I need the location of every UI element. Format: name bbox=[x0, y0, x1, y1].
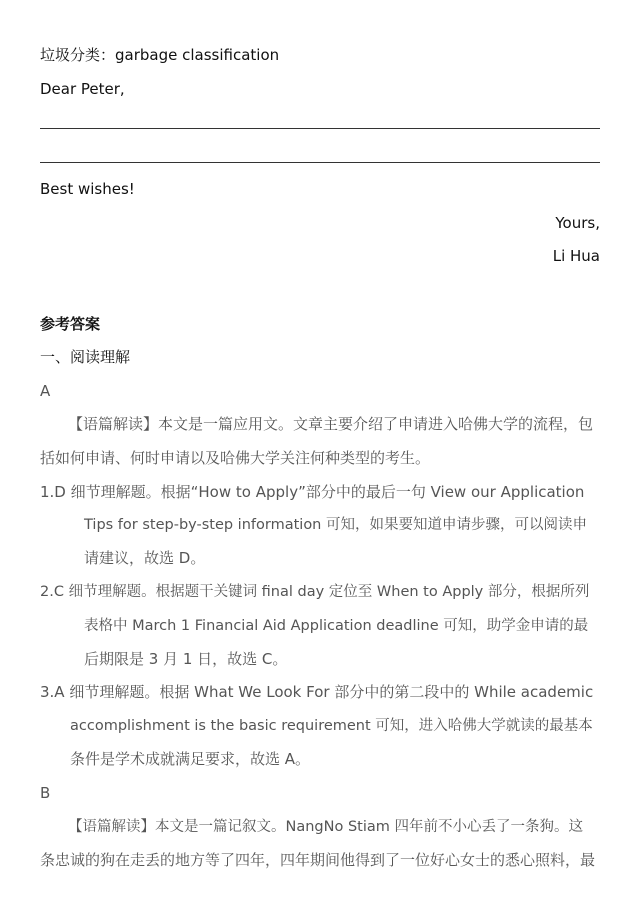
writing-line-1 bbox=[40, 128, 600, 129]
answer-item-2-line: 后期限是 3 月 1 日，故选 C。 bbox=[84, 650, 288, 668]
answer-item-1-line: 1.D 细节理解题。根据“How to Apply”部分中的最后一句 View our Application bbox=[40, 483, 585, 501]
letter-salutation: Dear Peter, bbox=[40, 80, 125, 98]
passage-a-label: A bbox=[40, 382, 51, 400]
answer-item-1-line: 请建议，故选 D。 bbox=[84, 549, 206, 567]
passage-b-intro-line: 【语篇解读】本文是一篇记叙文。NangNo Stiam 四年前不小心丢了一条狗。这 bbox=[68, 819, 583, 835]
answer-item-2-line: 2.C 细节理解题。根据题干关键词 final day 定位至 When to Apply 部分，根据所列 bbox=[40, 584, 590, 600]
letter-signature: Li Hua bbox=[552, 247, 600, 265]
answer-item-1-line: Tips for step-by-step information 可知，如果要知道申请步骤，可以阅读申 bbox=[84, 517, 587, 533]
answer-item-2-line: 表格中 March 1 Financial Aid Application deadline 可知，助学金申请的最 bbox=[84, 618, 589, 634]
letter-sign-off: Yours, bbox=[555, 214, 600, 232]
answer-item-3-line: 条件是学术成就满足要求，故选 A。 bbox=[70, 750, 311, 768]
letter-topic: 垃圾分类：garbage classification bbox=[40, 46, 280, 64]
letter-closing: Best wishes! bbox=[40, 180, 135, 198]
answer-item-3-line: 3.A 细节理解题。根据 What We Look For 部分中的第二段中的 While academic bbox=[40, 683, 594, 701]
answers-heading: 参考答案 bbox=[40, 315, 101, 333]
section-title: 一、阅读理解 bbox=[40, 348, 131, 366]
passage-b-label: B bbox=[40, 784, 51, 802]
passage-a-intro-line: 【语篇解读】本文是一篇应用文。文章主要介绍了申请进入哈佛大学的流程，包 bbox=[68, 415, 594, 433]
passage-a-intro-line: 括如何申请、何时申请以及哈佛大学关注何种类型的考生。 bbox=[40, 449, 431, 467]
passage-b-intro-line: 条忠诚的狗在走丢的地方等了四年，四年期间他得到了一位好心女士的悉心照料，最 bbox=[40, 851, 596, 869]
answer-item-3-line: accomplishment is the basic requirement 可知，进入哈佛大学就读的最基本 bbox=[70, 718, 593, 734]
writing-line-2 bbox=[40, 162, 600, 163]
